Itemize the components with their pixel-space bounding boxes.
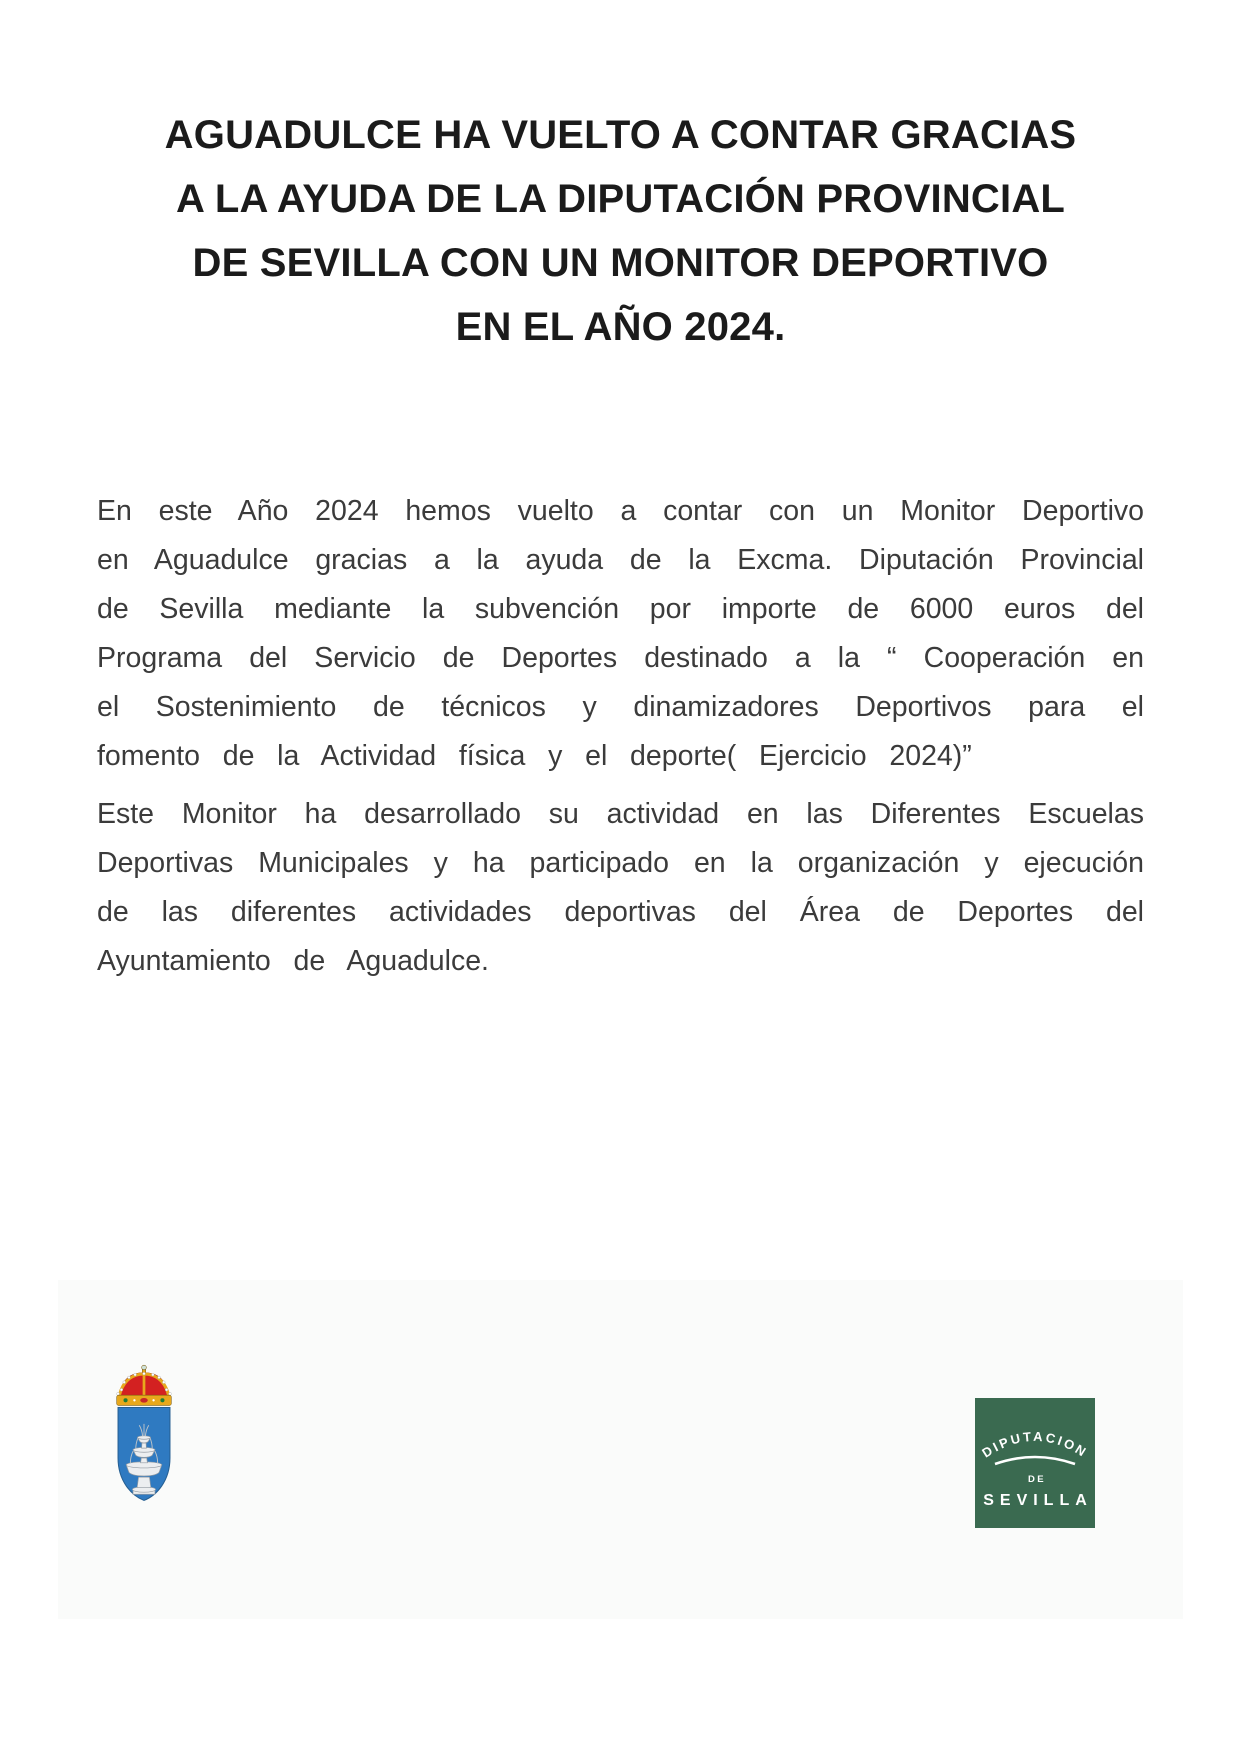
title-line-1: AGUADULCE HA VUELTO A CONTAR GRACIAS [164, 113, 1077, 157]
footer-logos-strip [58, 1280, 1183, 1619]
paragraph-2: Este Monitor ha desarrollado su actividad en las Diferentes Escuelas Deportivas Municipales y ha participado en la organización y ejecución de las diferentes actividades deportivas del Área de Deportes del Ayuntamiento de Aguadulce. [97, 798, 1144, 977]
crown-icon [117, 1365, 172, 1405]
paragraph-1: En este Año 2024 hemos vuelto a contar con un Monitor Deportivo en Aguadulce gracias a la ayuda de la Excma. Diputación Provincial de Sevilla mediante la subvención por importe de 6000 euros del Programa del Servicio de Deportes destinado a la “ Cooperación en el Sostenimiento de técnicos y dinamizadores Deportivos para el fomento de la Actividad física y el deporte( Ejercicio 2024)” [97, 495, 1144, 772]
aguadulce-coat-of-arms-icon [103, 1363, 185, 1508]
diputacion-sevilla-logo-svg [975, 1398, 1095, 1528]
title-line-3: DE SEVILLA CON UN MONITOR DEPORTIVO [192, 241, 1049, 285]
logo-text-sevilla: SEVILLA [983, 1492, 1093, 1509]
logo-text-diputacion: DIPUTACION [979, 1428, 1091, 1461]
title-line-4: EN EL AÑO 2024. [455, 305, 786, 349]
shield-icon [118, 1407, 170, 1500]
document-body [97, 487, 1144, 986]
logo-text-de: DE [1028, 1474, 1046, 1485]
page-title [0, 103, 1241, 359]
coat-of-arms-svg [103, 1363, 185, 1508]
diputacion-sevilla-logo [975, 1398, 1095, 1528]
title-line-2: A LA AYUDA DE LA DIPUTACIÓN PROVINCIAL [175, 177, 1066, 221]
